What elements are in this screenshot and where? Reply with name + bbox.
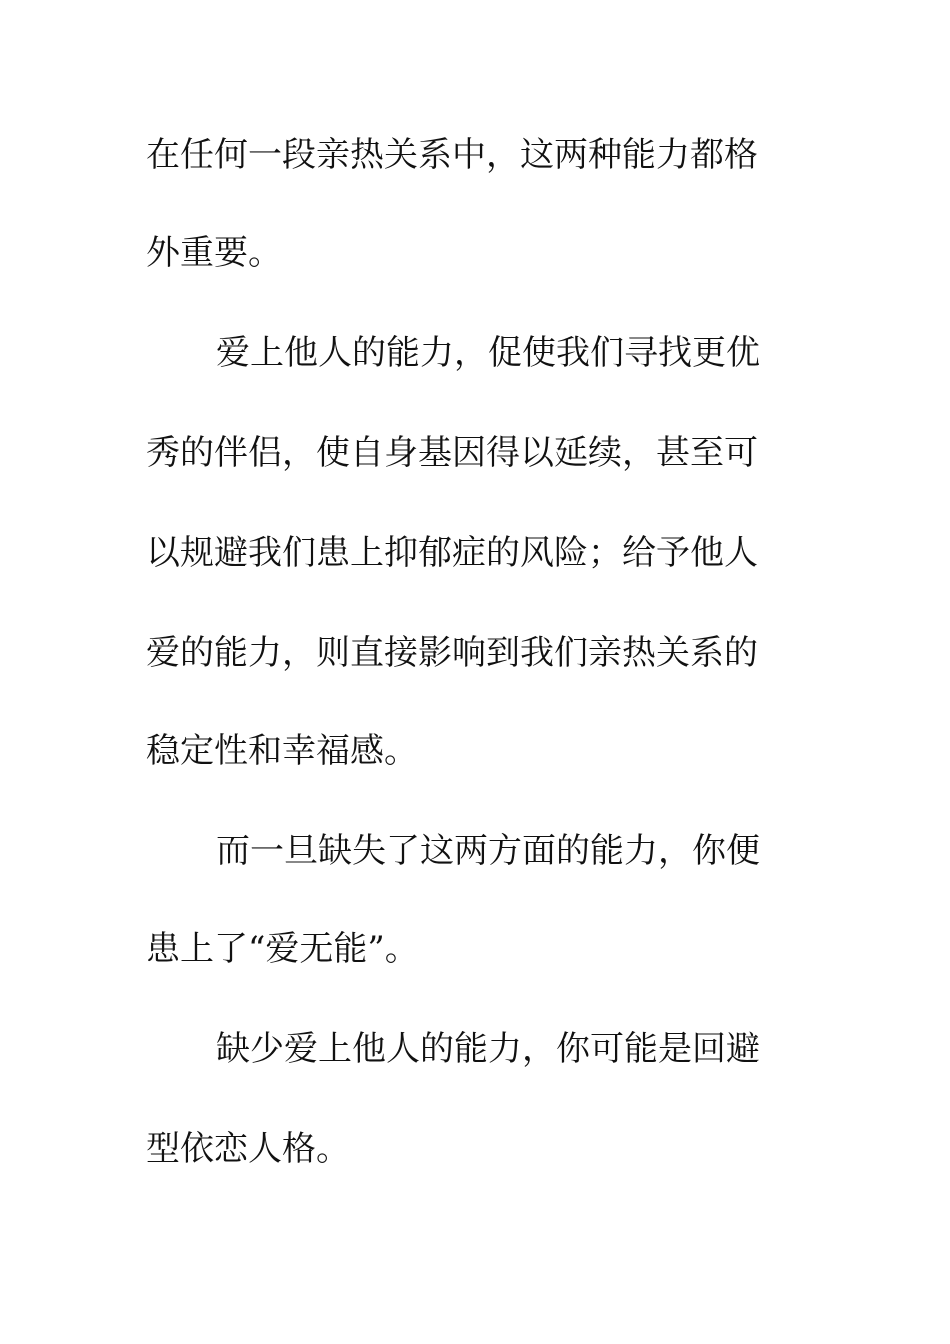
paragraph-4-line-1: 缺少爱上他人的能力，你可能是回避 (216, 1029, 760, 1069)
paragraph-2-line-5: 稳定性和幸福感。 (146, 731, 418, 771)
paragraph-1-line-1: 在任何一段亲热关系中，这两种能力都格 (146, 135, 758, 175)
paragraph-1-line-2: 外重要。 (146, 233, 282, 273)
paragraph-2-line-3: 以规避我们患上抑郁症的风险；给予他人 (146, 533, 758, 573)
paragraph-2-line-2: 秀的伴侣，使自身基因得以延续，甚至可 (146, 433, 758, 473)
paragraph-3-line-1: 而一旦缺失了这两方面的能力，你便 (216, 831, 760, 871)
paragraph-3-line-2: 患上了“爱无能”。 (146, 929, 419, 969)
paragraph-2-line-4: 爱的能力，则直接影响到我们亲热关系的 (146, 633, 758, 673)
paragraph-4-line-2: 型依恋人格。 (146, 1129, 350, 1169)
paragraph-2-line-1: 爱上他人的能力，促使我们寻找更优 (216, 333, 760, 373)
